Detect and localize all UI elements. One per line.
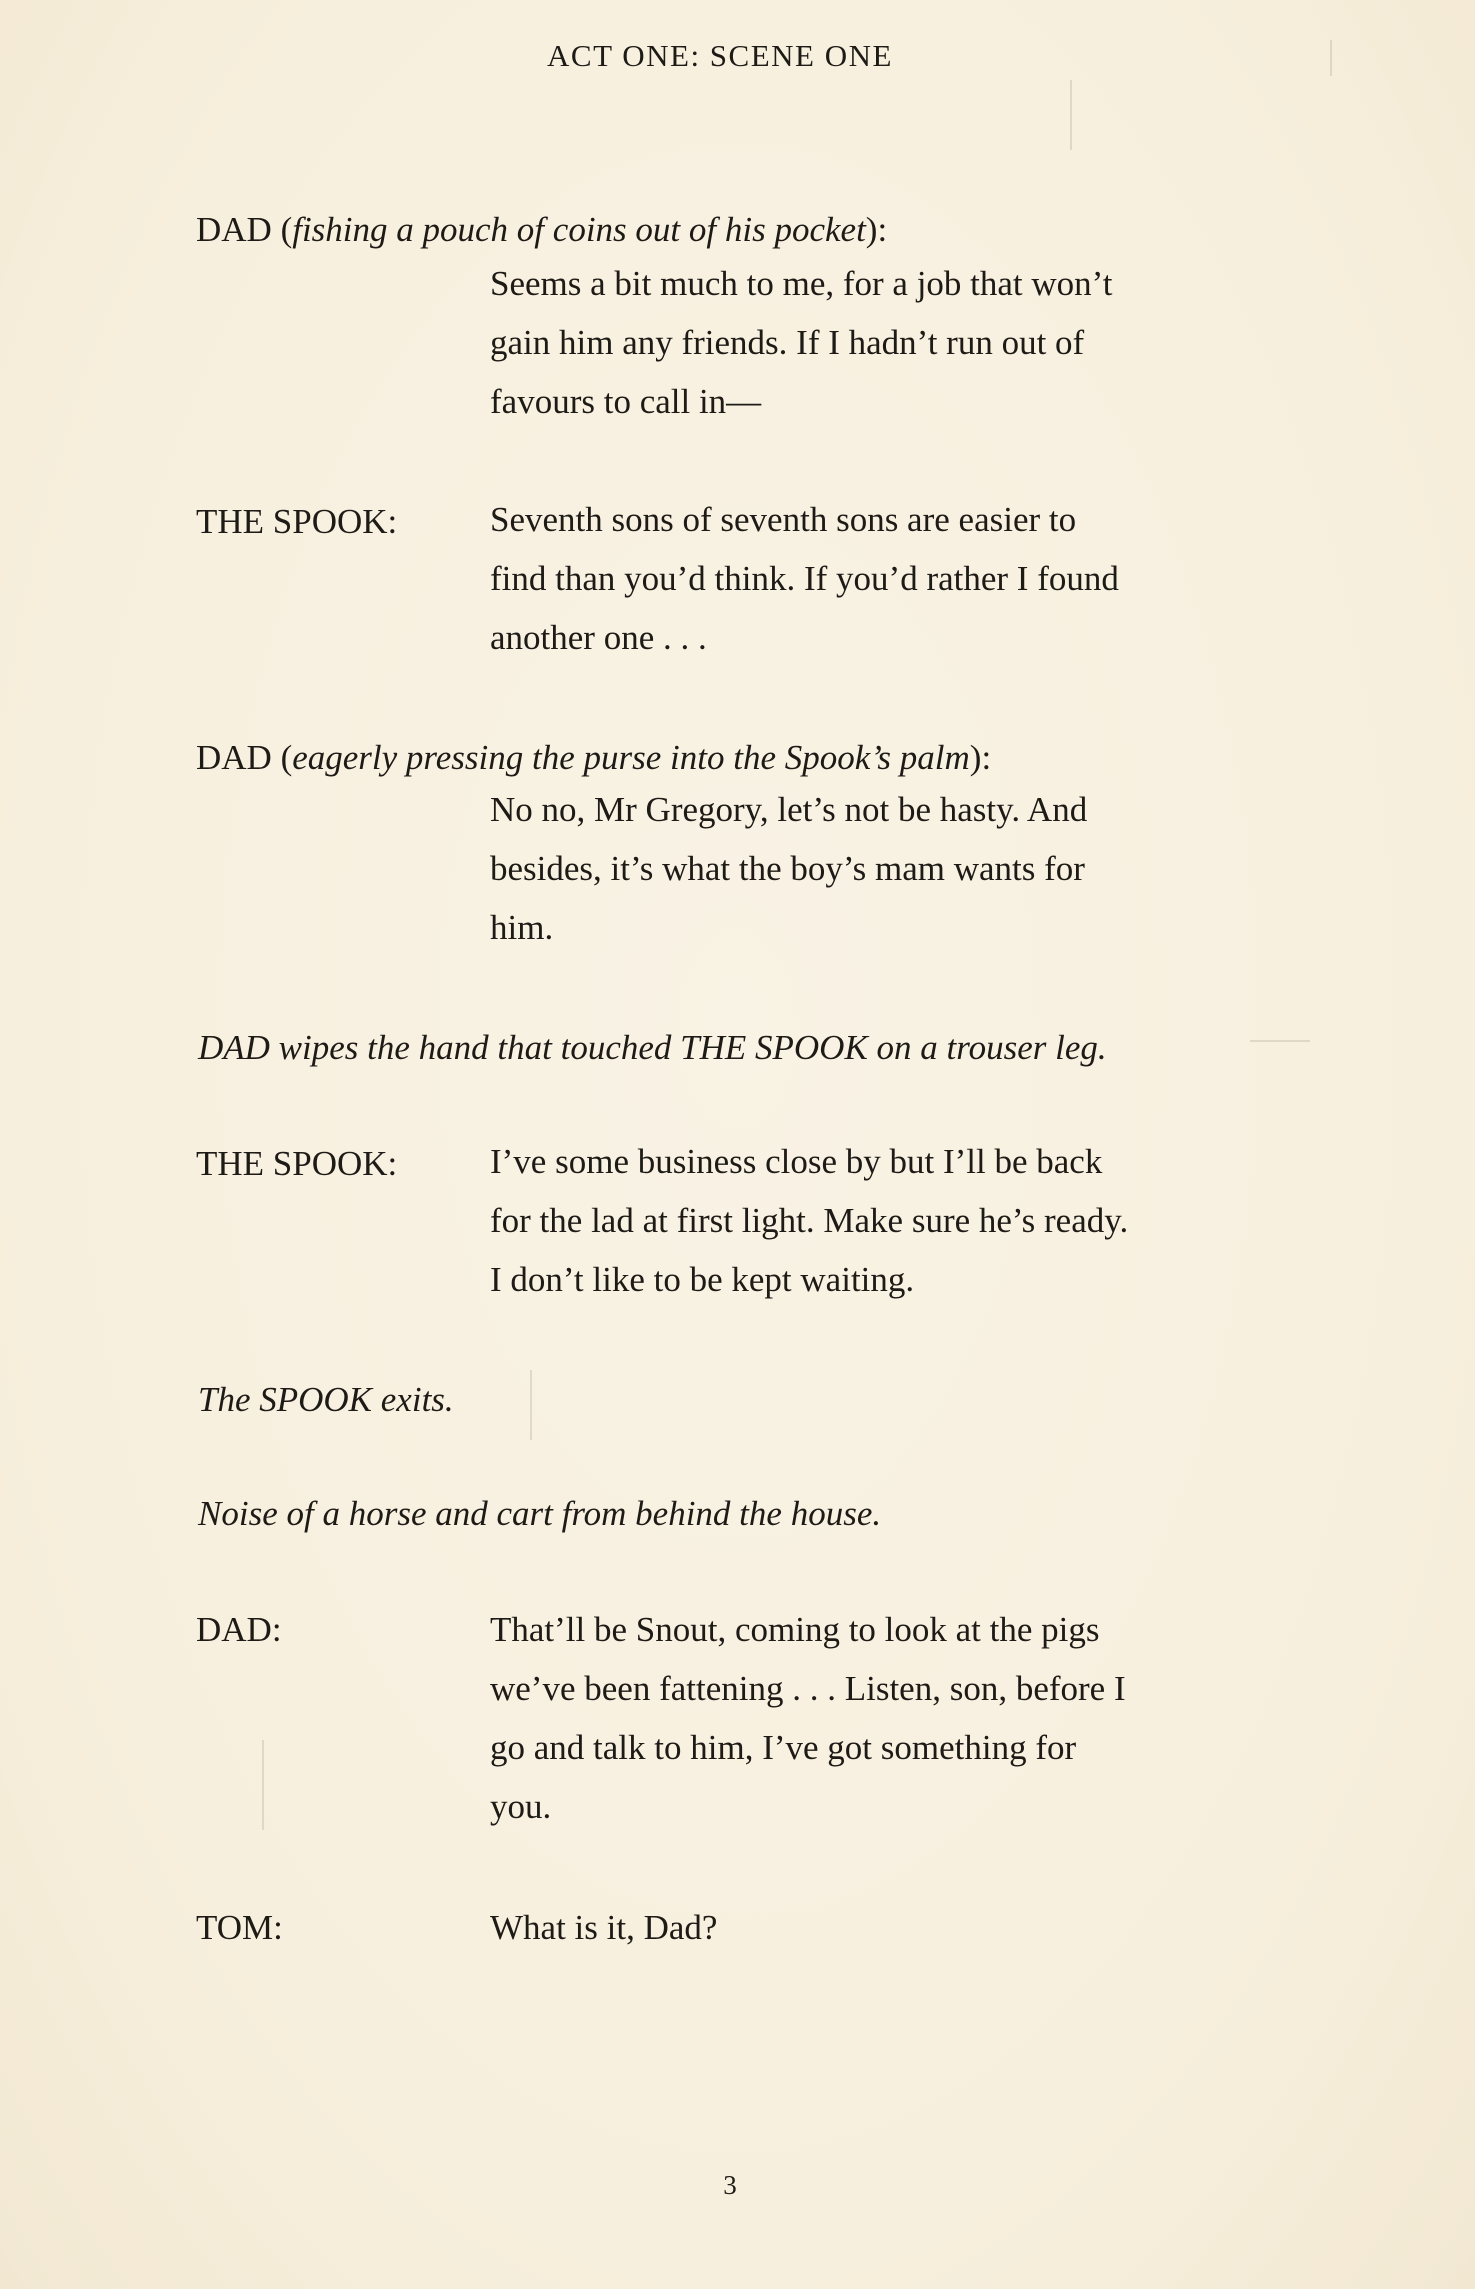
dialogue-line: we’ve been fattening . . . Listen, son, before I [490,1669,1126,1708]
dialogue-line: Seventh sons of seventh sons are easier to [490,500,1077,539]
dialogue-block [490,1898,1270,1957]
bleed-mark [530,1370,532,1440]
dialogue-line: That’ll be Snout, coming to look at the pigs [490,1610,1100,1649]
stage-direction: The SPOOK exits. [198,1380,454,1419]
dialogue-line: I don’t like to be kept waiting. [490,1260,915,1299]
parenthetical: fishing a pouch of coins out of his pocket [292,210,866,249]
dialogue-block [490,1132,1270,1309]
dialogue-line: for the lad at first light. Make sure he’s ready. [490,1201,1129,1240]
stage-direction: DAD wipes the hand that touched THE SPOOK on a trouser leg. [198,1028,1107,1067]
dialogue-block [490,780,1270,957]
bleed-mark [262,1740,264,1830]
dialogue-line: him. [490,908,554,947]
speaker-name: THE SPOOK: [196,502,398,541]
dialogue-block [490,1600,1270,1836]
dialogue-line: gain him any friends. If I hadn’t run out of [490,323,1085,362]
dialogue-line: favours to call in— [490,382,762,421]
speaker-name: DAD: [196,1610,282,1649]
dialogue-line: No no, Mr Gregory, let’s not be hasty. And [490,790,1088,829]
page-number: 3 [723,2170,737,2200]
speaker-name: DAD [196,210,272,249]
bleed-mark [1250,1040,1310,1042]
dialogue-line: another one . . . [490,618,707,657]
parenthetical: eagerly pressing the purse into the Spook’s palm [292,738,970,777]
dialogue-line: go and talk to him, I’ve got something for [490,1728,1077,1767]
page-header: ACT ONE: SCENE ONE [547,38,893,73]
speaker-line: DAD (fishing a pouch of coins out of his pocket): [196,210,888,249]
stage-direction: Noise of a horse and cart from behind the house. [198,1494,882,1533]
bleed-mark [1070,80,1072,150]
dialogue-line: What is it, Dad? [490,1908,718,1947]
dialogue-line: Seems a bit much to me, for a job that won’t [490,264,1113,303]
speaker-line: DAD (eagerly pressing the purse into the Spook’s palm): [196,738,992,777]
dialogue-line: find than you’d think. If you’d rather I found [490,559,1119,598]
speaker-name: DAD [196,738,272,777]
dialogue-block [490,490,1270,667]
dialogue-line: besides, it’s what the boy’s mam wants for [490,849,1085,888]
dialogue-block [490,254,1270,431]
dialogue-line: I’ve some business close by but I’ll be back [490,1142,1103,1181]
dialogue-line: you. [490,1787,552,1826]
speaker-name: TOM: [196,1908,283,1947]
speaker-name: THE SPOOK: [196,1144,398,1183]
